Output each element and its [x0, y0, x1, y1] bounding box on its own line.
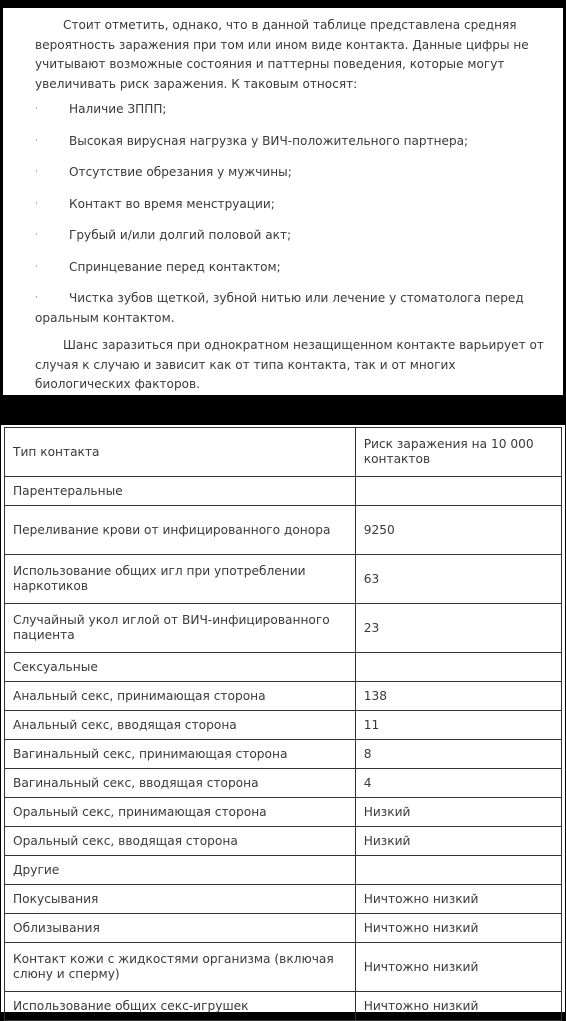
- risk-cell: [355, 477, 561, 506]
- list-item: · Чистка зубов щеткой, зубной нитью или лечение у стоматолога перед оральным контактом.: [35, 291, 524, 325]
- table-row: [5, 914, 562, 943]
- summary-paragraph: Шанс заразиться при однократном незащищенном контакте варьирует от случая к случаю и зависит как от типа контакта, так и от многих биологических факторов.: [35, 338, 544, 391]
- risk-cell: Ничтожно низкий: [355, 914, 561, 943]
- list-item: · Наличие ЗППП;: [35, 100, 553, 120]
- contact-type-cell: Оральный секс, принимающая сторона: [5, 798, 356, 827]
- bullet-marker: ·: [35, 230, 38, 240]
- risk-cell: [355, 856, 561, 885]
- table-row: [5, 555, 562, 604]
- contact-type-cell: Парентеральные: [5, 477, 356, 506]
- contact-type-cell: Сексуальные: [5, 653, 356, 682]
- risk-table: [4, 427, 562, 1021]
- table-row: [5, 653, 562, 682]
- table-row: [5, 604, 562, 653]
- contact-type-cell: Переливание крови от инфицированного донора: [5, 506, 356, 555]
- bullet-marker: ·: [35, 135, 38, 146]
- article-text: [3, 8, 563, 395]
- table-row: [5, 798, 562, 827]
- risk-cell: 8: [355, 740, 561, 769]
- bullet-marker: ·: [35, 261, 38, 272]
- bullet-marker: ·: [35, 167, 38, 177]
- list-item: · Спринцевание перед контактом;: [35, 258, 553, 278]
- risk-cell: Ничтожно низкий: [355, 992, 561, 1021]
- contact-type-cell: Анальный секс, вводящая сторона: [5, 711, 356, 740]
- table-header-row: [5, 428, 562, 477]
- intro-paragraph: Стоит отметить, однако, что в данной таблице представлена средняя вероятность заражения при том или ином виде контакта. Данные цифры не учитывают возможные состояния и паттерны поведения, которые могут увеличивать риск заражения. К таковым относят:: [35, 18, 529, 91]
- bullet-marker: ·: [35, 198, 38, 209]
- risk-cell: 4: [355, 769, 561, 798]
- table-row: [5, 992, 562, 1021]
- risk-cell: Низкий: [355, 798, 561, 827]
- contact-type-cell: Использование общих секс-игрушек: [5, 992, 356, 1021]
- list-item: · Контакт во время менструации;: [35, 195, 553, 215]
- contact-type-cell: Другие: [5, 856, 356, 885]
- header-risk: Риск заражения на 10 000 контактов: [355, 428, 561, 477]
- risk-cell: Ничтожно низкий: [355, 885, 561, 914]
- risk-factor-list: [35, 100, 553, 328]
- table-row: [5, 856, 562, 885]
- contact-type-cell: Покусывания: [5, 885, 356, 914]
- contact-type-cell: Случайный укол иглой от ВИЧ-инфицированного пациента: [5, 604, 356, 653]
- table-row: [5, 682, 562, 711]
- bullet-marker: ·: [35, 104, 38, 114]
- contact-type-cell: Вагинальный секс, вводящая сторона: [5, 769, 356, 798]
- contact-type-cell: Анальный секс, принимающая сторона: [5, 682, 356, 711]
- contact-type-cell: Использование общих игл при употреблении наркотиков: [5, 555, 356, 604]
- risk-cell: 138: [355, 682, 561, 711]
- table-row: [5, 506, 562, 555]
- table-row: [5, 740, 562, 769]
- risk-table-container: [0, 424, 566, 1013]
- risk-cell: 23: [355, 604, 561, 653]
- risk-cell: 9250: [355, 506, 561, 555]
- risk-cell: 63: [355, 555, 561, 604]
- table-row: [5, 769, 562, 798]
- bullet-marker: ·: [35, 293, 38, 303]
- table-row: [5, 711, 562, 740]
- list-item: · Отсутствие обрезания у мужчины;: [35, 163, 553, 183]
- contact-type-cell: Вагинальный секс, принимающая сторона: [5, 740, 356, 769]
- list-item: · Грубый и/или долгий половой акт;: [35, 226, 553, 246]
- risk-cell: Низкий: [355, 827, 561, 856]
- contact-type-cell: Облизывания: [5, 914, 356, 943]
- contact-type-cell: Контакт кожи с жидкостями организма (включая слюну и сперму): [5, 943, 356, 992]
- table-row: [5, 885, 562, 914]
- list-item: · Высокая вирусная нагрузка у ВИЧ-положительного партнера;: [35, 132, 553, 152]
- table-row: [5, 943, 562, 992]
- contact-type-cell: Оральный секс, вводящая сторона: [5, 827, 356, 856]
- table-row: [5, 477, 562, 506]
- risk-cell: Ничтожно низкий: [355, 943, 561, 992]
- table-row: [5, 827, 562, 856]
- header-contact-type: Тип контакта: [5, 428, 356, 477]
- risk-cell: 11: [355, 711, 561, 740]
- risk-cell: [355, 653, 561, 682]
